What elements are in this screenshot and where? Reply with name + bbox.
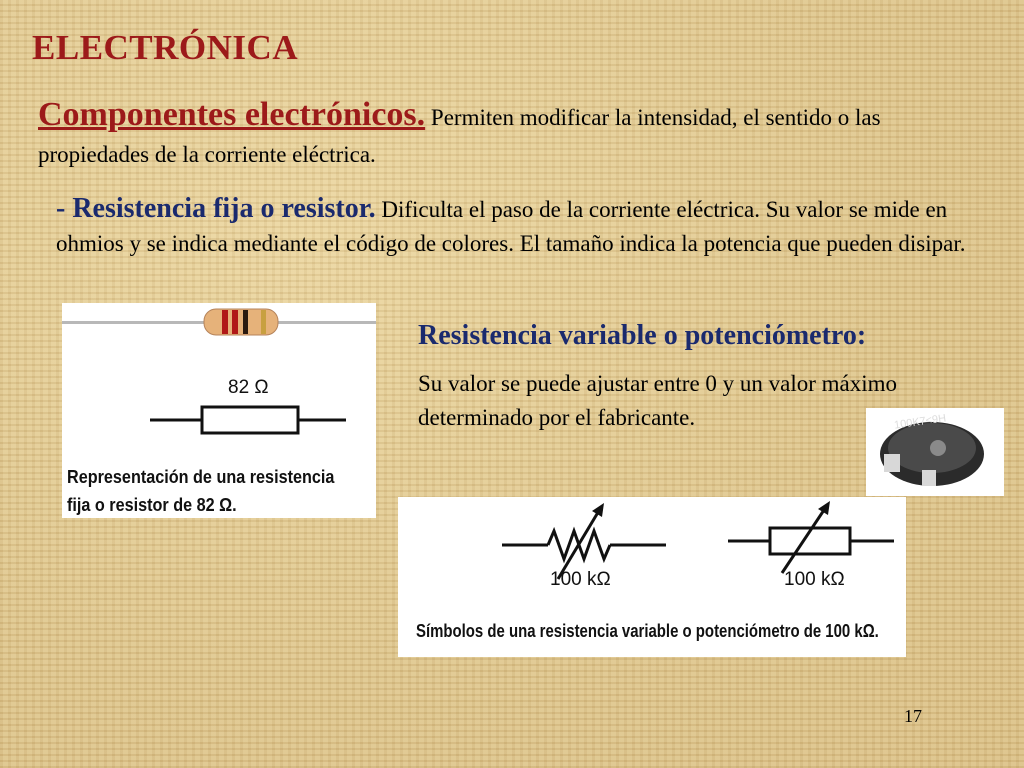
fixed-resistor-text: Dificulta el paso de la corriente eléctrica. Su valor se mide en ohmios y se indica mediante el código de colores. El tamaño indica la potencia que pueden disipar. bbox=[56, 197, 966, 256]
potentiometer-knob bbox=[930, 440, 946, 456]
variable-resistor-caption: Símbolos de una resistencia variable o potenciómetro de 100 kΩ. bbox=[416, 621, 879, 641]
box-arrow-head bbox=[818, 501, 830, 515]
resistor-band-2 bbox=[232, 310, 238, 334]
zigzag-symbol-label: 100 kΩ bbox=[550, 569, 611, 590]
potentiometer-pin-left bbox=[884, 454, 900, 472]
intro-paragraph bbox=[38, 96, 938, 173]
resistor-body bbox=[204, 309, 278, 335]
fixed-resistor-caption: Representación de una resistencia fija o resistor de 82 Ω. bbox=[67, 467, 335, 515]
variable-resistor-figure bbox=[398, 497, 906, 657]
potentiometer-marking: 100K7<9H bbox=[893, 412, 947, 432]
variable-resistor-heading: Resistencia variable o potenciómetro: bbox=[418, 320, 867, 351]
fixed-resistor-figure bbox=[62, 303, 376, 518]
resistor-band-3 bbox=[243, 310, 248, 334]
resistor-band-4 bbox=[261, 310, 266, 334]
variable-resistor-symbols bbox=[398, 497, 906, 617]
resistor-symbol-box bbox=[202, 407, 298, 433]
fixed-resistor-paragraph bbox=[56, 192, 976, 261]
potentiometer-pin-bottom bbox=[922, 470, 936, 486]
intro-heading: Componentes electrónicos. bbox=[38, 96, 426, 133]
resistor-band-1 bbox=[222, 310, 228, 334]
box-symbol-label: 100 kΩ bbox=[784, 569, 845, 590]
fixed-symbol-label: 82 Ω bbox=[228, 377, 269, 398]
page-number: 17 bbox=[904, 706, 922, 726]
resistor-photo-and-symbol bbox=[62, 303, 376, 453]
slide-title: ELECTRÓNICA bbox=[32, 28, 299, 67]
potentiometer-photo bbox=[866, 408, 1004, 496]
fixed-resistor-heading: - Resistencia fija o resistor. bbox=[56, 193, 376, 224]
variable-resistor-text: Su valor se puede ajustar entre 0 y un valor máximo determinado por el fabricante. bbox=[418, 371, 898, 430]
intro-text: Permiten modificar la intensidad, el sentido o las propiedades de la corriente eléctrica. bbox=[38, 105, 881, 167]
